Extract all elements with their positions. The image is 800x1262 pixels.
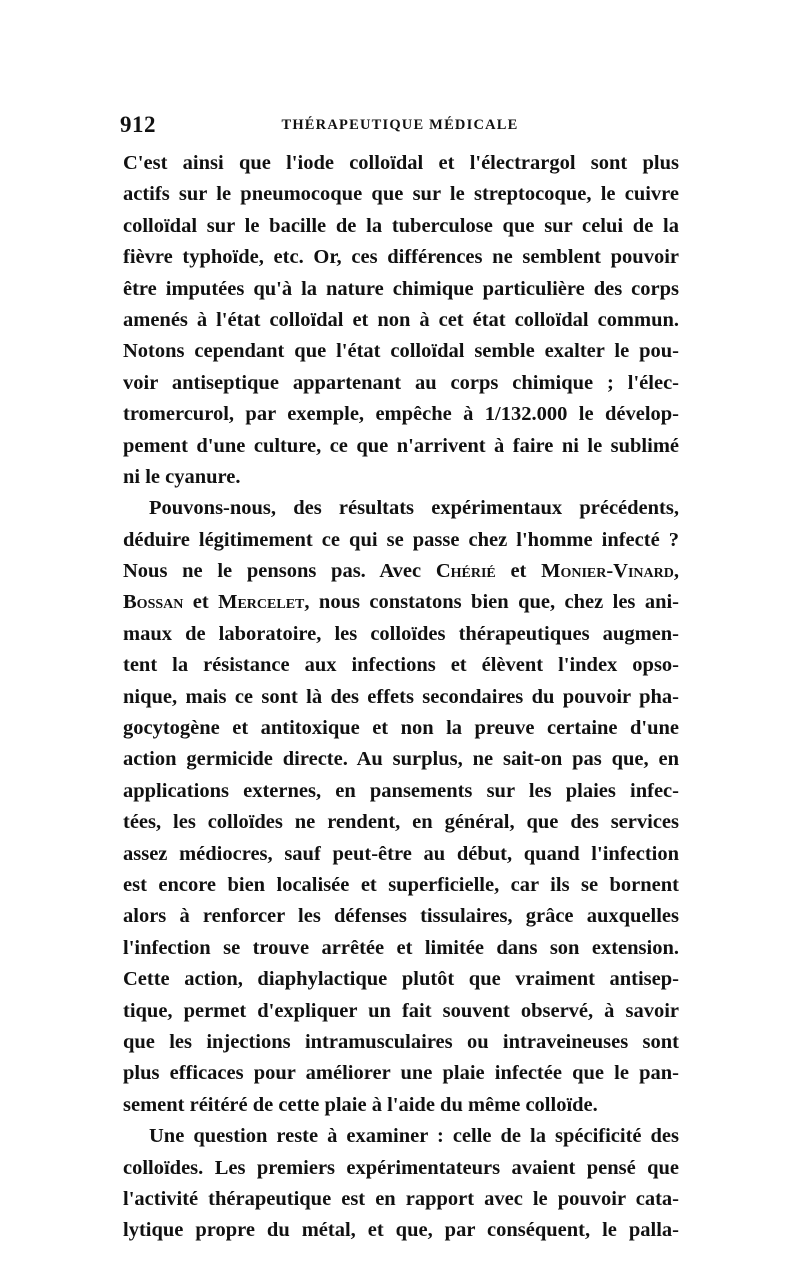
paragraph-2 bbox=[123, 493, 679, 1121]
text-line: alors à renforcer les défenses tissulaires, grâce auxquelles bbox=[123, 905, 679, 928]
text-line: être imputées qu'à la nature chimique particulière des corps bbox=[123, 277, 679, 300]
running-title: THÉRAPEUTIQUE MÉDICALE bbox=[281, 117, 519, 133]
text-line: nique, mais ce sont là des effets secondaires du pouvoir pha- bbox=[123, 685, 679, 708]
paragraph-3 bbox=[123, 1121, 679, 1247]
text-line: l'activité thérapeutique est en rapport avec le pouvoir cata- bbox=[123, 1187, 679, 1210]
text-line: tromercurol, par exemple, empêche à 1/132.000 le dévelop- bbox=[123, 403, 679, 426]
text-line: amenés à l'état colloïdal et non à cet état colloïdal commun. bbox=[123, 308, 679, 331]
page-header bbox=[120, 112, 680, 142]
text-line: déduire légitimement ce qui se passe chez l'homme infecté ? bbox=[123, 528, 679, 551]
text-line: Pouvons-nous, des résultats expérimentaux précédents, bbox=[149, 497, 679, 520]
text-line: maux de laboratoire, les colloïdes thérapeutiques augmen- bbox=[123, 622, 679, 645]
text-line: Une question reste à examiner : celle de la spécificité des bbox=[149, 1125, 679, 1148]
text-line: plus efficaces pour améliorer une plaie infectée que le pan- bbox=[123, 1062, 679, 1085]
text-line: voir antiseptique appartenant au corps chimique ; l'élec- bbox=[123, 371, 679, 394]
text-line: lytique propre du métal, et que, par conséquent, le palla- bbox=[123, 1219, 679, 1242]
text-line: colloïdes. Les premiers expérimentateurs avaient pensé que bbox=[123, 1156, 679, 1179]
text-line: tées, les colloïdes ne rendent, en général, que des services bbox=[123, 811, 679, 834]
text-line: action germicide directe. Au surplus, ne sait-on pas que, en bbox=[123, 748, 679, 771]
text-line: que les injections intramusculaires ou intraveineuses sont bbox=[123, 1030, 679, 1053]
text-line: tique, permet d'expliquer un fait souvent observé, à savoir bbox=[123, 999, 679, 1022]
text-line: ni le cyanure. bbox=[123, 465, 241, 488]
text-line-with-names: Nous ne le pensons pas. Avec Chérié et Monier-Vinard, bbox=[123, 560, 679, 583]
text-line: Cette action, diaphylactique plutôt que vraiment antisep- bbox=[123, 968, 679, 991]
text-line: est encore bien localisée et superficielle, car ils se bornent bbox=[123, 873, 679, 896]
paragraph-1 bbox=[123, 148, 679, 493]
text-line: actifs sur le pneumocoque que sur le streptocoque, le cuivre bbox=[123, 183, 679, 206]
text-line: colloïdal sur le bacille de la tuberculose que sur celui de la bbox=[123, 214, 679, 237]
body-text bbox=[123, 148, 679, 1247]
text-line: Notons cependant que l'état colloïdal semble exalter le pou- bbox=[123, 340, 679, 363]
text-line: C'est ainsi que l'iode colloïdal et l'électrargol sont plus bbox=[123, 152, 679, 174]
text-line: pement d'une culture, ce que n'arrivent à faire ni le sublimé bbox=[123, 434, 679, 457]
text-line: gocytogène et antitoxique et non la preuve certaine d'une bbox=[123, 717, 679, 740]
text-line: tent la résistance aux infections et élèvent l'index opso- bbox=[123, 654, 679, 677]
text-line: applications externes, en pansements sur les plaies infec- bbox=[123, 779, 679, 802]
text-line: l'infection se trouve arrêtée et limitée dans son extension. bbox=[123, 936, 679, 959]
text-line-with-names: Bossan et Mercelet, nous constatons bien que, chez les ani- bbox=[123, 591, 679, 614]
page-number: 912 bbox=[120, 112, 156, 137]
text-line: fièvre typhoïde, etc. Or, ces différences ne semblent pouvoir bbox=[123, 246, 679, 269]
text-line: sement réitéré de cette plaie à l'aide du même colloïde. bbox=[123, 1093, 598, 1116]
text-line: assez médiocres, sauf peut-être au début, quand l'infection bbox=[123, 842, 679, 865]
